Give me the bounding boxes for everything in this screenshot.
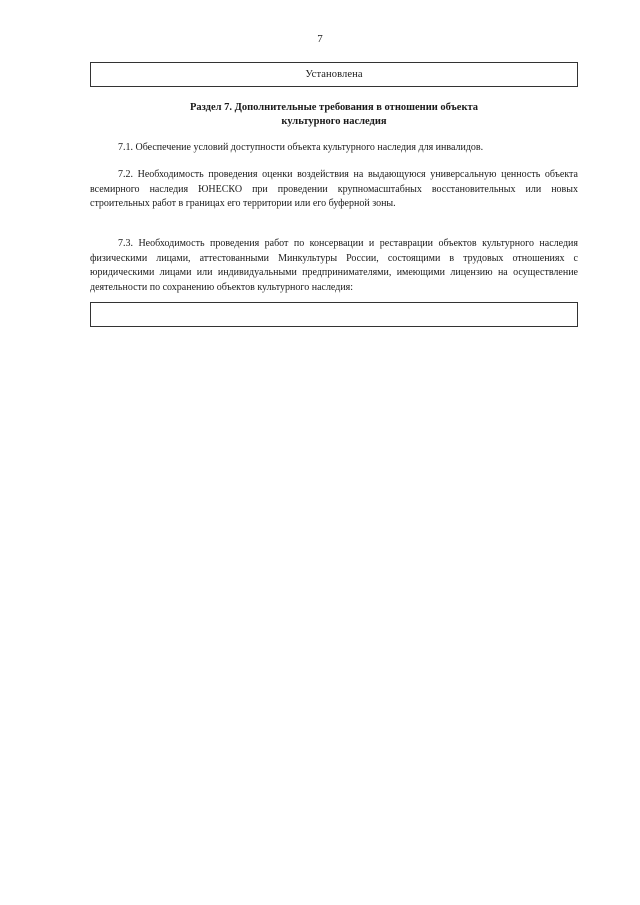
- section-title: [90, 101, 578, 129]
- paragraph-7-1: 7.1. Обеспечение условий доступности объекта культурного наследия для инвалидов.: [118, 142, 484, 153]
- status-label: Установлена: [305, 69, 363, 80]
- paragraph-7-3: 7.3. Необходимость проведения работ по консервации и реставрации объектов культурного наследия физическими лицами, аттестованными Минкультуры России, состоящими в трудовых отношениях с юридическими лицами или индивидуальными предпринимателями, имеющими лицензию на осуществление деятельности по сохранению объектов культурного наследия:: [90, 238, 578, 293]
- answer-box: [90, 302, 578, 327]
- page-number: 7: [317, 33, 323, 45]
- paragraph-7-2: 7.2. Необходимость проведения оценки воздействия на выдающуюся универсальную ценность объекта всемирного наследия ЮНЕСКО при проведении крупномасштабных восстановительных или новых строительных работ в границах его территории или его буферной зоны.: [90, 169, 578, 209]
- section-title-line-1: Раздел 7. Дополнительные требования в отношении объекта: [189, 102, 479, 113]
- section-title-line-2: культурного наследия: [281, 116, 387, 127]
- status-box: [90, 62, 578, 87]
